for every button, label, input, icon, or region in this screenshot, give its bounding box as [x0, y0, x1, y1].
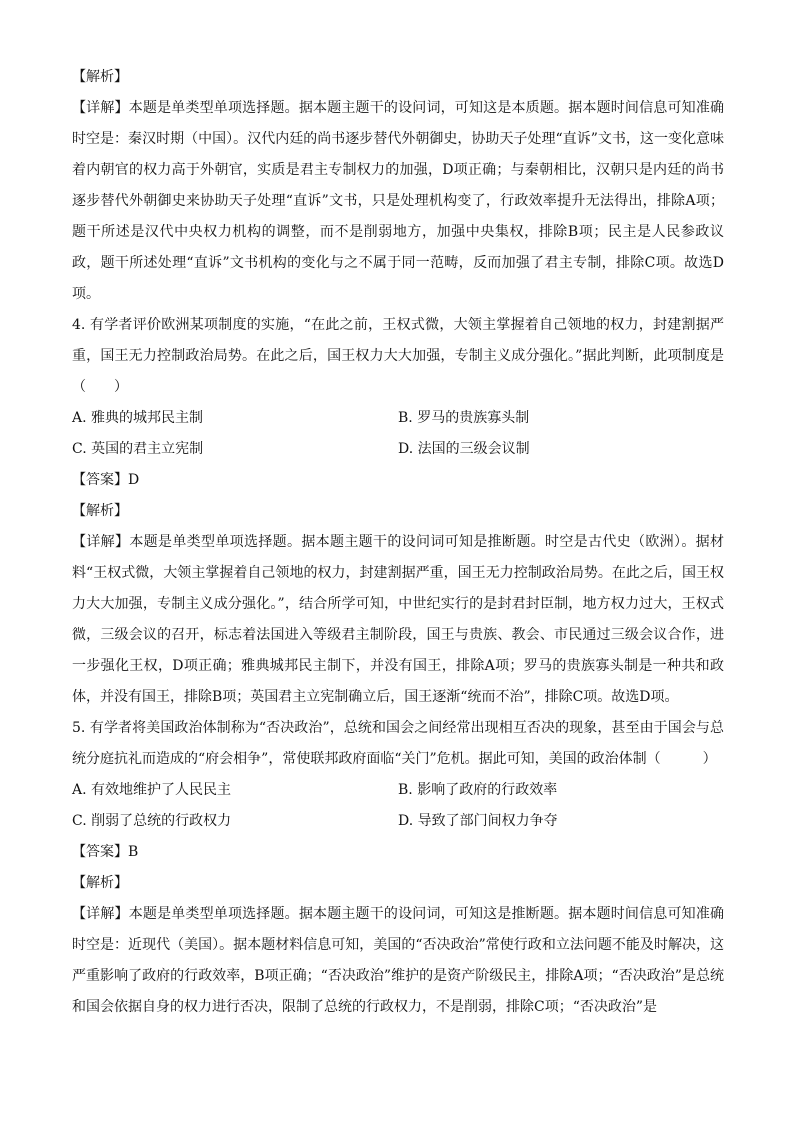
- option-a: A. 有效地维护了人民民主: [72, 782, 232, 798]
- analysis-label: 【解析】: [72, 69, 128, 85]
- explanation-paragraph: 【详解】本题是单类型单项选择题。据本题主题干的设问词可知是推断题。时空是古代史（欧洲）。据材料“王权式微，大领主掌握着自己领地的权力，封建割据严重，国王无力控制政治局势。在此之后，国王权力大大加强，专制主义成分强化。”，结合所学可知，中世纪实行的是封君封臣制，地方权力过大，王权式微，三级会议的召开，标志着法国进入等级君主制阶段，国王与贵族、教会、市民通过三级会议合作，进一步强化王权，D项正确；雅典城邦民主制下，并没有国王，排除A项；罗马的贵族寡头制是一种共和政体，并没有国王，排除B项；英国君主立宪制确立后，国王逐渐“统而不治”，排除C项。故选D项。: [72, 534, 724, 705]
- explanation-paragraph: 【详解】本题是单类型单项选择题。据本题主题干的设问词，可知这是推断题。据本题时间信息可知准确时空是：近现代（美国）。据本题材料信息可知，美国的“否决政治”常使行政和立法问题不能及时解决，这严重影响了政府的行政效率，B项正确；“否决政治”维护的是资产阶级民主，排除A项；“否决政治”是总统和国会依据自身的权力进行否决，限制了总统的行政权力，不是削弱，排除C项；“否决政治”是: [72, 906, 724, 1015]
- document-page: [72, 62, 724, 1023]
- option-c: C. 削弱了总统的行政权力: [72, 813, 232, 829]
- analysis-label: 【解析】: [72, 875, 128, 891]
- answer-label: 【答案】B: [72, 844, 139, 860]
- option-d: D. 法国的三级会议制: [398, 441, 530, 457]
- option-b: B. 影响了政府的行政效率: [398, 782, 558, 798]
- analysis-label: 【解析】: [72, 503, 128, 519]
- explanation-paragraph: 【详解】本题是单类型单项选择题。据本题主题干的设问词，可知这是本质题。据本题时间信息可知准确时空是：秦汉时期（中国）。汉代内廷的尚书逐步替代外朝御史，协助天子处理“直诉”文书，这一变化意味着内朝官的权力高于外朝官，实质是君主专制权力的加强，D项正确；与秦朝相比，汉朝只是内廷的尚书逐步替代外朝御史来协助天子处理“直诉”文书，只是处理机构变了，行政效率提升无法得出，排除A项；题干所述是汉代中央权力机构的调整，而不是削弱地方，加强中央集权，排除B项；民主是人民参政议政，题干所述处理“直诉”文书机构的变化与之不属于同一范畴，反而加强了君主专制，排除C项。故选D项。: [72, 100, 724, 302]
- answer-label: 【答案】D: [72, 472, 140, 488]
- question-5-stem: 5. 有学者将美国政治体制称为“否决政治”，总统和国会之间经常出现相互否决的现象，甚至由于国会与总统分庭抗礼而造成的“府会相争”，常使联邦政府面临“关门”危机。据此可知，美国的政治体制（ ）: [72, 720, 724, 767]
- question-4-stem: 4. 有学者评价欧洲某项制度的实施，“在此之前，王权式微，大领主掌握着自己领地的权力，封建割据严重，国王无力控制政治局势。在此之后，国王权力大大加强，专制主义成分强化。”据此判断，此项制度是（ ）: [72, 317, 724, 395]
- option-d: D. 导致了部门间权力争夺: [398, 813, 558, 829]
- option-b: B. 罗马的贵族寡头制: [398, 410, 530, 426]
- question-5-options: [72, 775, 724, 837]
- option-a: A. 雅典的城邦民主制: [72, 410, 204, 426]
- option-c: C. 英国的君主立宪制: [72, 441, 204, 457]
- question-4-options: [72, 403, 724, 465]
